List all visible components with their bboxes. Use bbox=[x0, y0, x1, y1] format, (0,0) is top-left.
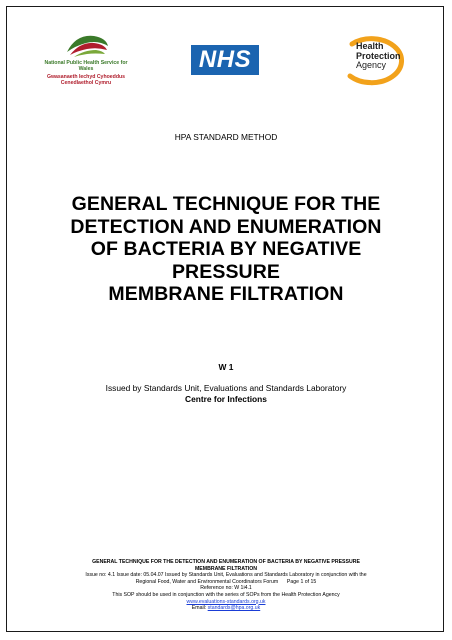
title-line: OF BACTERIA BY NEGATIVE bbox=[90, 238, 362, 260]
hpa-line-health: Health bbox=[356, 41, 384, 51]
footer-issue-line: Issue no: 4.1 Issue date: 05.04.07 Issued by Standards Unit, Evaluations and Standards Laboratory in conjunction with the bbox=[85, 572, 367, 579]
nphs-logo bbox=[44, 30, 128, 94]
document-title bbox=[30, 193, 422, 306]
page-border bbox=[6, 6, 444, 632]
footer-forum: Regional Food, Water and Environmental Coordinators Forum bbox=[135, 578, 279, 585]
title-line: GENERAL TECHNIQUE FOR THE bbox=[71, 193, 381, 215]
footer-title-line2: MEMBRANE FILTRATION bbox=[194, 565, 258, 572]
title-line: DETECTION AND ENUMERATION bbox=[70, 215, 382, 238]
footer-page-number: Page 1 of 15 bbox=[286, 578, 317, 585]
hpa-name bbox=[356, 42, 414, 71]
issued-by-centre: Centre for Infections bbox=[185, 393, 267, 404]
issued-by bbox=[0, 383, 452, 404]
hpa-line-protection: Protection bbox=[356, 50, 401, 61]
nphs-welsh-name: Gwasanaeth Iechyd Cyhoeddus Cenedlaethol Cymru bbox=[46, 74, 126, 86]
nphs-english-name: National Public Health Service for Wales bbox=[44, 60, 128, 72]
issued-by-unit: Issued by Standards Unit, Evaluations and Standards Laboratory bbox=[105, 383, 347, 393]
title-line: PRESSURE bbox=[171, 260, 281, 283]
nhs-logo: NHS bbox=[191, 45, 259, 75]
footer-reference: Reference no: W 1i4.1 bbox=[200, 585, 252, 592]
nphs-emblem-icon bbox=[64, 30, 110, 60]
hpa-line-agency: Agency bbox=[356, 60, 387, 70]
document-code: W 1 bbox=[218, 362, 234, 372]
footer-title-line1: GENERAL TECHNIQUE FOR THE DETECTION AND ENUMERATION OF BACTERIA BY NEGATIVE PRESSURE bbox=[92, 559, 360, 565]
page-footer bbox=[20, 559, 432, 612]
standard-method-label: HPA STANDARD METHOD bbox=[174, 132, 278, 142]
footer-sop-note: This SOP should be used in conjunction with the series of SOPs from the Health Protection Agency bbox=[112, 591, 340, 598]
title-line: MEMBRANE FILTRATION bbox=[108, 283, 344, 305]
hpa-logo bbox=[344, 36, 412, 86]
footer-forum-line bbox=[20, 579, 432, 586]
footer-website-link[interactable]: www.evaluations-standards.org.uk bbox=[186, 598, 266, 605]
footer-email-link[interactable]: standards@hpa.org.uk bbox=[207, 605, 261, 612]
footer-email-line bbox=[20, 605, 432, 612]
footer-email-label: Email: bbox=[191, 605, 207, 612]
